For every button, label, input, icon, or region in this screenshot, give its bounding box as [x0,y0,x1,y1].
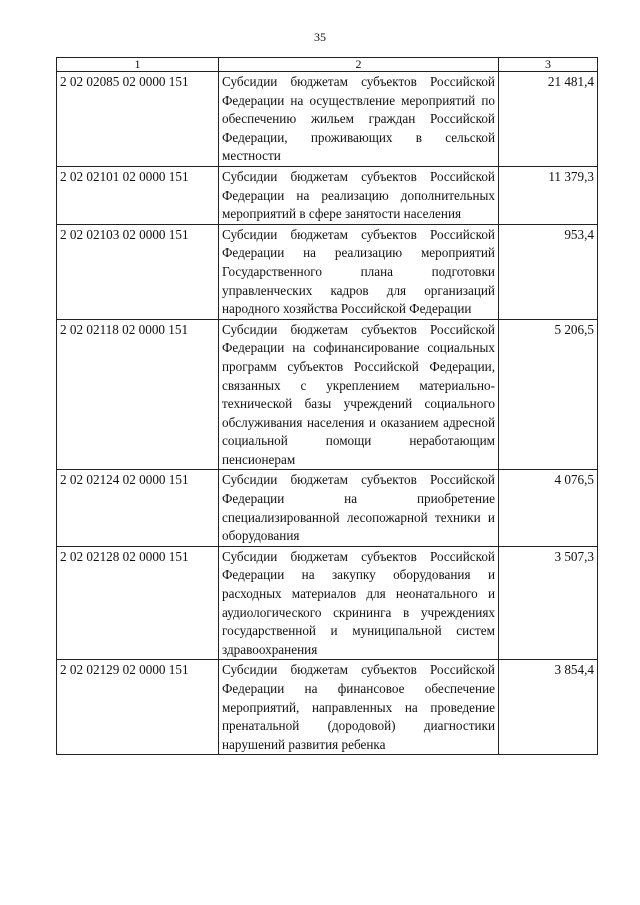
budget-code: 2 02 02103 02 0000 151 [57,224,219,319]
table-row [57,224,598,319]
budget-code: 2 02 02085 02 0000 151 [57,72,219,167]
row-description: Субсидии бюджетам субъектов Российской Федерации на осуществление мероприятий по обеспечению жильем граждан Российской Федерации, проживающих в сельской местности [219,72,499,167]
budget-code: 2 02 02101 02 0000 151 [57,166,219,224]
row-description: Субсидии бюджетам субъектов Российской Федерации на финансовое обеспечение мероприятий, направленных на проведение пренатальной (дородовой) диагностики нарушений развития ребенка [219,660,499,755]
row-amount: 5 206,5 [499,319,598,470]
header-row [57,58,598,72]
row-description: Субсидии бюджетам субъектов Российской Федерации на закупку оборудования и расходных материалов для неонатального и аудиологического скрининга в учреждениях государственной и муниципальной систем здравоохранения [219,546,499,660]
row-amount: 4 076,5 [499,470,598,546]
budget-code: 2 02 02124 02 0000 151 [57,470,219,546]
budget-code: 2 02 02129 02 0000 151 [57,660,219,755]
row-description: Субсидии бюджетам субъектов Российской Федерации на приобретение специализированной лесопожарной техники и оборудования [219,470,499,546]
budget-table [56,57,598,755]
row-description: Субсидии бюджетам субъектов Российской Федерации на софинансирование социальных программ субъектов Российской Федерации, связанных с укреплением материально-технической базы учреждений социального обслуживания населения и оказанием адресной социальной помощи неработающим пенсионерам [219,319,499,470]
budget-code: 2 02 02128 02 0000 151 [57,546,219,660]
table-row [57,72,598,167]
column-header-3: 3 [499,58,598,72]
column-header-1: 1 [57,58,219,72]
row-description: Субсидии бюджетам субъектов Российской Федерации на реализацию мероприятий Государственного плана подготовки управленческих кадров для организаций народного хозяйства Российской Федерации [219,224,499,319]
row-amount: 21 481,4 [499,72,598,167]
row-description: Субсидии бюджетам субъектов Российской Федерации на реализацию дополнительных мероприятий в сфере занятости населения [219,166,499,224]
budget-code: 2 02 02118 02 0000 151 [57,319,219,470]
table-row [57,166,598,224]
row-amount: 11 379,3 [499,166,598,224]
table-row [57,546,598,660]
row-amount: 3 854,4 [499,660,598,755]
table-row [57,660,598,755]
table-row [57,470,598,546]
page-number: 35 [314,30,326,44]
row-amount: 953,4 [499,224,598,319]
column-header-2: 2 [219,58,499,72]
row-amount: 3 507,3 [499,546,598,660]
table-row [57,319,598,470]
